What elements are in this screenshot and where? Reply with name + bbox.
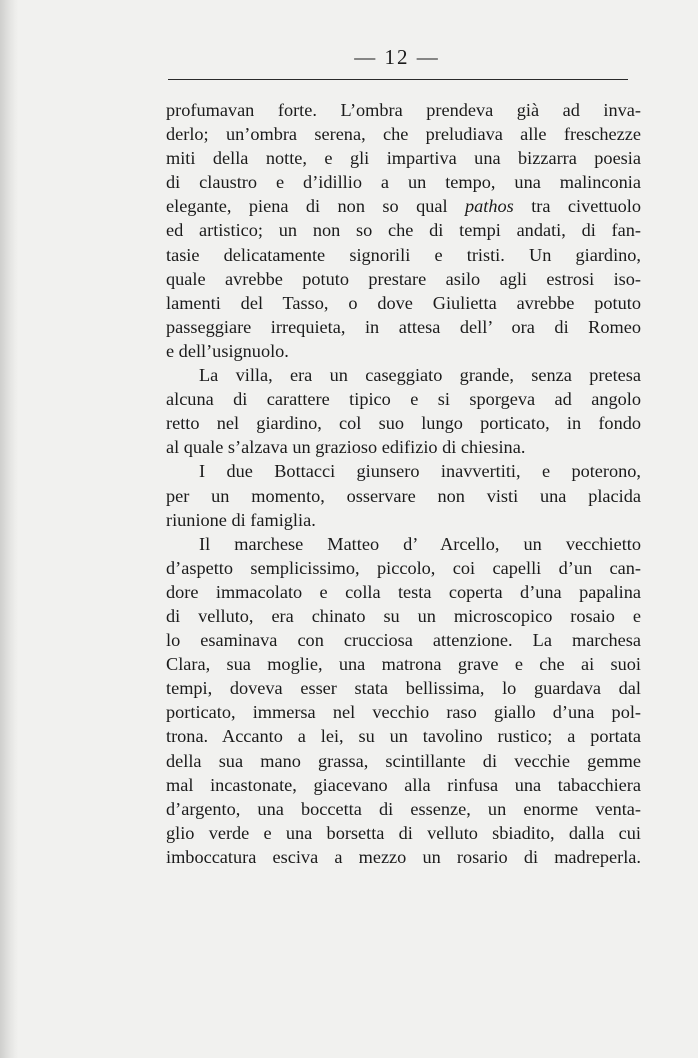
text-line (166, 194, 641, 218)
text-line: ed artistico; un non so che di tempi andati, di fan- (166, 220, 641, 241)
body-text (166, 98, 641, 869)
text-line: derlo; un’ombra serena, che preludiava alle freschezze (166, 124, 641, 145)
text-line: lo esaminava con crucciosa attenzione. La marchesa (166, 630, 641, 651)
text-line: tasie delicatamente signorili e tristi. Un giardino, (166, 244, 641, 265)
header-rule (168, 79, 628, 80)
text-segment: tra civettuolo (531, 196, 641, 217)
text-line: glio verde e una borsetta di velluto sbiadito, dalla cui (166, 822, 641, 843)
text-line: Clara, sua moglie, una matrona grave e che ai suoi (166, 654, 641, 675)
text-line: di velluto, era chinato su un microscopico rosaio e (166, 605, 641, 626)
text-line: per un momento, osservare non visti una placida (166, 485, 641, 506)
text-line: d’argento, una boccetta di essenze, un enorme venta- (166, 798, 641, 819)
text-line: I due Bottacci giunsero inavvertiti, e poterono, (199, 461, 641, 482)
text-line: d’aspetto semplicissimo, piccolo, coi capelli d’un can- (166, 557, 641, 578)
text-line: trona. Accanto a lei, su un tavolino rustico; a portata (166, 726, 641, 747)
text-segment: elegante, piena di non so qual (166, 196, 448, 217)
text-line: passeggiare irrequieta, in attesa dell’ ora di Romeo (166, 316, 641, 337)
text-line: di claustro e d’idillio a un tempo, una malinconia (166, 172, 641, 193)
page-gutter-shadow (0, 0, 18, 1058)
text-line: lamenti del Tasso, o dove Giulietta avrebbe potuto (166, 292, 641, 313)
text-line: La villa, era un caseggiato grande, senza pretesa (199, 365, 641, 386)
text-line: retto nel giardino, col suo lungo porticato, in fondo (166, 413, 641, 434)
text-line: alcuna di carattere tipico e si sporgeva ad angolo (166, 389, 641, 410)
text-line: al quale s’alzava un grazioso edifizio di chiesina. (166, 437, 526, 458)
text-line: tempi, doveva esser stata bellissima, lo guardava dal (166, 678, 641, 699)
text-line: dore immacolato e colla testa coperta d’una papalina (166, 581, 641, 602)
text-line: quale avrebbe potuto prestare asilo agli estrosi iso- (166, 268, 641, 289)
page-number: — 12 — (354, 45, 440, 69)
text-line: Il marchese Matteo d’ Arcello, un vecchietto (199, 533, 641, 554)
text-line: della sua mano grassa, scintillante di vecchie gemme (166, 750, 641, 771)
text-line: mal incastonate, giacevano alla rinfusa una tabacchiera (166, 774, 641, 795)
text-line: riunione di famiglia. (166, 509, 316, 530)
text-line: miti della notte, e gli impartiva una bizzarra poesia (166, 148, 641, 169)
italic-word: pathos (464, 196, 514, 217)
text-line: e dell’usignuolo. (166, 340, 289, 361)
text-line: profumavan forte. L’ombra prendeva già ad inva- (166, 100, 641, 120)
text-line: porticato, immersa nel vecchio raso giallo d’una pol- (166, 702, 641, 723)
text-line: imboccatura esciva a mezzo un rosario di madreperla. (166, 846, 641, 867)
